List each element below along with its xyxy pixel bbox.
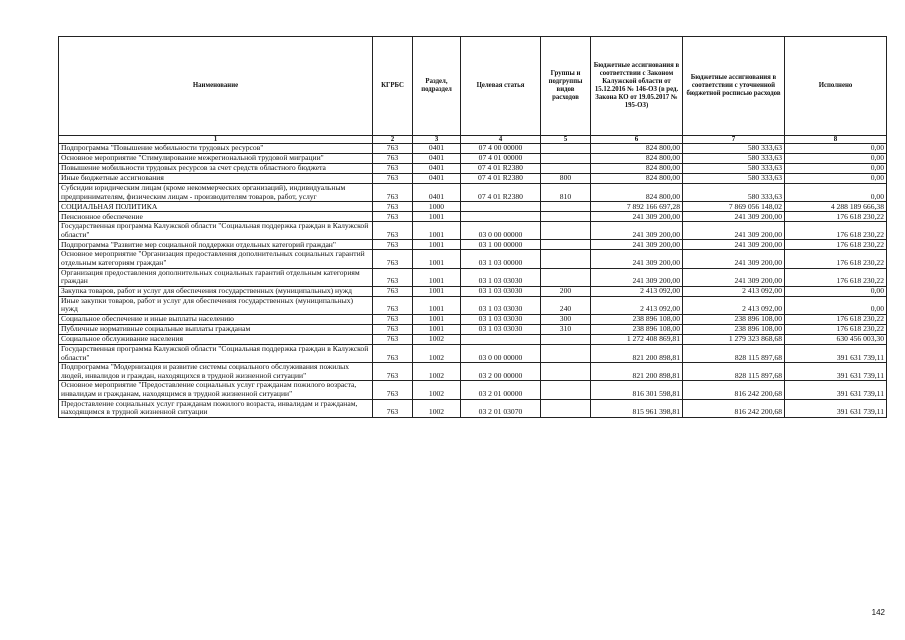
table-row bbox=[59, 344, 887, 362]
row-law-allocation-cell: 824 800,00 bbox=[591, 164, 683, 174]
header-kgrbs: КГРБС bbox=[373, 37, 413, 136]
table-row bbox=[59, 381, 887, 399]
row-executed-cell: 391 631 739,11 bbox=[785, 344, 887, 362]
table-row bbox=[59, 144, 887, 154]
row-executed-cell: 630 456 003,30 bbox=[785, 334, 887, 344]
row-name-cell: Основное мероприятие "Стимулирование межрегиональной трудовой миграции" bbox=[59, 154, 373, 164]
header-expense-type: Группы и подгруппы видов расходов bbox=[541, 37, 591, 136]
table-row bbox=[59, 399, 887, 417]
column-number: 8 bbox=[785, 136, 887, 144]
row-executed-cell: 391 631 739,11 bbox=[785, 399, 887, 417]
row-name-cell: Предоставление социальных услуг гражданам пожилого возраста, инвалидам и гражданам, находящимся в трудной жизненной ситуации bbox=[59, 399, 373, 417]
row-law-allocation-cell: 241 309 200,00 bbox=[591, 212, 683, 222]
row-target-cell: 07 4 01 00000 bbox=[461, 154, 541, 164]
row-name-cell: Иные бюджетные ассигнования bbox=[59, 174, 373, 184]
row-executed-cell: 4 288 189 666,38 bbox=[785, 202, 887, 212]
table-row bbox=[59, 154, 887, 164]
row-target-cell: 03 2 01 03070 bbox=[461, 399, 541, 417]
row-plan-allocation-cell: 238 896 108,00 bbox=[683, 324, 785, 334]
row-name-cell: Государственная программа Калужской области "Социальная поддержка граждан в Калужской области" bbox=[59, 344, 373, 362]
row-kgrbs-cell: 763 bbox=[373, 314, 413, 324]
row-law-allocation-cell: 821 200 898,81 bbox=[591, 344, 683, 362]
row-executed-cell: 391 631 739,11 bbox=[785, 381, 887, 399]
row-section-cell: 0401 bbox=[413, 184, 461, 202]
column-number: 4 bbox=[461, 136, 541, 144]
row-executed-cell: 176 618 230,22 bbox=[785, 324, 887, 334]
row-target-cell: 03 1 03 03030 bbox=[461, 286, 541, 296]
row-target-cell: 03 1 03 03030 bbox=[461, 324, 541, 334]
table-row bbox=[59, 240, 887, 250]
row-law-allocation-cell: 824 800,00 bbox=[591, 184, 683, 202]
table-row bbox=[59, 174, 887, 184]
row-executed-cell: 176 618 230,22 bbox=[785, 222, 887, 240]
table-row bbox=[59, 296, 887, 314]
row-expense-type-cell bbox=[541, 381, 591, 399]
row-kgrbs-cell: 763 bbox=[373, 250, 413, 268]
table-row bbox=[59, 164, 887, 174]
row-name-cell: Закупка товаров, работ и услуг для обеспечения государственных (муниципальных) нужд bbox=[59, 286, 373, 296]
row-name-cell: Подпрограмма "Повышение мобильности трудовых ресурсов" bbox=[59, 144, 373, 154]
row-expense-type-cell: 200 bbox=[541, 286, 591, 296]
row-target-cell: 03 1 03 00000 bbox=[461, 250, 541, 268]
header-target: Целевая статья bbox=[461, 37, 541, 136]
row-name-cell: Государственная программа Калужской области "Социальная поддержка граждан в Калужской области" bbox=[59, 222, 373, 240]
row-executed-cell: 176 618 230,22 bbox=[785, 240, 887, 250]
row-section-cell: 1002 bbox=[413, 334, 461, 344]
row-expense-type-cell: 800 bbox=[541, 174, 591, 184]
row-plan-allocation-cell: 238 896 108,00 bbox=[683, 314, 785, 324]
table-row bbox=[59, 212, 887, 222]
row-plan-allocation-cell: 1 279 323 868,68 bbox=[683, 334, 785, 344]
table-row bbox=[59, 363, 887, 381]
row-name-cell: Публичные нормативные социальные выплаты гражданам bbox=[59, 324, 373, 334]
row-law-allocation-cell: 238 896 108,00 bbox=[591, 324, 683, 334]
row-plan-allocation-cell: 828 115 897,68 bbox=[683, 363, 785, 381]
row-plan-allocation-cell: 241 309 200,00 bbox=[683, 212, 785, 222]
row-executed-cell: 176 618 230,22 bbox=[785, 268, 887, 286]
row-expense-type-cell bbox=[541, 334, 591, 344]
row-executed-cell: 0,00 bbox=[785, 174, 887, 184]
row-kgrbs-cell: 763 bbox=[373, 184, 413, 202]
row-section-cell: 1001 bbox=[413, 222, 461, 240]
page-number: 142 bbox=[871, 608, 885, 617]
row-expense-type-cell bbox=[541, 363, 591, 381]
row-plan-allocation-cell: 828 115 897,68 bbox=[683, 344, 785, 362]
row-law-allocation-cell: 815 961 398,81 bbox=[591, 399, 683, 417]
row-plan-allocation-cell: 2 413 092,00 bbox=[683, 286, 785, 296]
row-expense-type-cell bbox=[541, 154, 591, 164]
row-executed-cell: 176 618 230,22 bbox=[785, 212, 887, 222]
row-law-allocation-cell: 824 800,00 bbox=[591, 174, 683, 184]
row-expense-type-cell bbox=[541, 240, 591, 250]
row-kgrbs-cell: 763 bbox=[373, 202, 413, 212]
row-plan-allocation-cell: 241 309 200,00 bbox=[683, 250, 785, 268]
row-executed-cell: 0,00 bbox=[785, 286, 887, 296]
row-plan-allocation-cell: 241 309 200,00 bbox=[683, 240, 785, 250]
table-row bbox=[59, 286, 887, 296]
row-expense-type-cell bbox=[541, 399, 591, 417]
row-expense-type-cell: 240 bbox=[541, 296, 591, 314]
row-expense-type-cell: 810 bbox=[541, 184, 591, 202]
row-plan-allocation-cell: 7 869 056 148,02 bbox=[683, 202, 785, 212]
row-expense-type-cell bbox=[541, 222, 591, 240]
row-section-cell: 1002 bbox=[413, 344, 461, 362]
row-target-cell: 03 2 01 00000 bbox=[461, 381, 541, 399]
row-name-cell: Иные закупки товаров, работ и услуг для обеспечения государственных (муниципальных) нужд bbox=[59, 296, 373, 314]
row-section-cell: 1001 bbox=[413, 286, 461, 296]
table-row bbox=[59, 268, 887, 286]
table-row bbox=[59, 250, 887, 268]
row-executed-cell: 176 618 230,22 bbox=[785, 314, 887, 324]
row-kgrbs-cell: 763 bbox=[373, 268, 413, 286]
row-expense-type-cell: 300 bbox=[541, 314, 591, 324]
row-law-allocation-cell: 241 309 200,00 bbox=[591, 240, 683, 250]
row-target-cell: 03 0 00 00000 bbox=[461, 344, 541, 362]
table-row bbox=[59, 314, 887, 324]
row-section-cell: 1002 bbox=[413, 399, 461, 417]
row-law-allocation-cell: 821 200 898,81 bbox=[591, 363, 683, 381]
row-law-allocation-cell: 238 896 108,00 bbox=[591, 314, 683, 324]
row-section-cell: 1002 bbox=[413, 363, 461, 381]
row-expense-type-cell bbox=[541, 202, 591, 212]
row-name-cell: Подпрограмма "Модернизация и развитие системы социального обслуживания пожилых людей, инвалидов и граждан, находящихся в трудной жизненной ситуации" bbox=[59, 363, 373, 381]
row-law-allocation-cell: 241 309 200,00 bbox=[591, 222, 683, 240]
row-executed-cell: 0,00 bbox=[785, 164, 887, 174]
row-target-cell: 03 1 03 03030 bbox=[461, 296, 541, 314]
row-law-allocation-cell: 816 301 598,81 bbox=[591, 381, 683, 399]
row-target-cell: 03 0 00 00000 bbox=[461, 222, 541, 240]
header-row bbox=[59, 37, 887, 136]
row-target-cell: 07 4 01 R2380 bbox=[461, 184, 541, 202]
row-plan-allocation-cell: 580 333,63 bbox=[683, 144, 785, 154]
row-section-cell: 1002 bbox=[413, 381, 461, 399]
row-law-allocation-cell: 7 892 166 697,28 bbox=[591, 202, 683, 212]
row-target-cell: 03 1 03 03030 bbox=[461, 268, 541, 286]
row-plan-allocation-cell: 816 242 200,68 bbox=[683, 381, 785, 399]
row-executed-cell: 0,00 bbox=[785, 184, 887, 202]
row-target-cell bbox=[461, 212, 541, 222]
row-section-cell: 0401 bbox=[413, 164, 461, 174]
row-plan-allocation-cell: 816 242 200,68 bbox=[683, 399, 785, 417]
row-kgrbs-cell: 763 bbox=[373, 399, 413, 417]
row-kgrbs-cell: 763 bbox=[373, 363, 413, 381]
column-number: 5 bbox=[541, 136, 591, 144]
row-name-cell: Организация предоставления дополнительных социальных гарантий отдельным категориям граждан bbox=[59, 268, 373, 286]
row-executed-cell: 0,00 bbox=[785, 144, 887, 154]
row-expense-type-cell bbox=[541, 144, 591, 154]
row-plan-allocation-cell: 241 309 200,00 bbox=[683, 222, 785, 240]
table-row bbox=[59, 334, 887, 344]
row-plan-allocation-cell: 580 333,63 bbox=[683, 154, 785, 164]
column-number: 2 bbox=[373, 136, 413, 144]
row-section-cell: 1001 bbox=[413, 324, 461, 334]
row-plan-allocation-cell: 241 309 200,00 bbox=[683, 268, 785, 286]
header-section: Раздел, подраздел bbox=[413, 37, 461, 136]
row-kgrbs-cell: 763 bbox=[373, 296, 413, 314]
row-plan-allocation-cell: 580 333,63 bbox=[683, 164, 785, 174]
row-section-cell: 0401 bbox=[413, 154, 461, 164]
row-kgrbs-cell: 763 bbox=[373, 344, 413, 362]
row-target-cell: 03 1 00 00000 bbox=[461, 240, 541, 250]
row-kgrbs-cell: 763 bbox=[373, 222, 413, 240]
row-kgrbs-cell: 763 bbox=[373, 286, 413, 296]
row-section-cell: 1001 bbox=[413, 250, 461, 268]
row-target-cell: 07 4 01 R2380 bbox=[461, 164, 541, 174]
row-section-cell: 0401 bbox=[413, 174, 461, 184]
row-law-allocation-cell: 241 309 200,00 bbox=[591, 268, 683, 286]
column-number: 3 bbox=[413, 136, 461, 144]
row-plan-allocation-cell: 580 333,63 bbox=[683, 184, 785, 202]
row-executed-cell: 391 631 739,11 bbox=[785, 363, 887, 381]
row-target-cell bbox=[461, 334, 541, 344]
row-kgrbs-cell: 763 bbox=[373, 164, 413, 174]
row-kgrbs-cell: 763 bbox=[373, 334, 413, 344]
budget-table-sheet bbox=[58, 36, 886, 592]
row-name-cell: Пенсионное обеспечение bbox=[59, 212, 373, 222]
table-row bbox=[59, 184, 887, 202]
row-name-cell: Социальное обслуживание населения bbox=[59, 334, 373, 344]
row-section-cell: 1000 bbox=[413, 202, 461, 212]
row-section-cell: 1001 bbox=[413, 268, 461, 286]
row-name-cell: Подпрограмма "Развитие мер социальной поддержки отдельных категорий граждан" bbox=[59, 240, 373, 250]
row-expense-type-cell bbox=[541, 164, 591, 174]
row-name-cell: Основное мероприятие "Организация предоставления дополнительных социальных гарантий отдельным категориям граждан" bbox=[59, 250, 373, 268]
row-target-cell bbox=[461, 202, 541, 212]
header-law-allocation: Бюджетные ассигнования в соответствии с Законом Калужской области от 15.12.2016 № 146-ОЗ (в ред. Закона КО от 19.05.2017 № 195-ОЗ) bbox=[591, 37, 683, 136]
row-kgrbs-cell: 763 bbox=[373, 240, 413, 250]
row-executed-cell: 176 618 230,22 bbox=[785, 250, 887, 268]
row-target-cell: 03 1 03 03030 bbox=[461, 314, 541, 324]
row-section-cell: 1001 bbox=[413, 240, 461, 250]
row-kgrbs-cell: 763 bbox=[373, 381, 413, 399]
row-target-cell: 07 4 00 00000 bbox=[461, 144, 541, 154]
header-name: Наименование bbox=[59, 37, 373, 136]
column-number: 7 bbox=[683, 136, 785, 144]
header-executed: Исполнено bbox=[785, 37, 887, 136]
table-body bbox=[59, 144, 887, 418]
row-law-allocation-cell: 241 309 200,00 bbox=[591, 250, 683, 268]
row-law-allocation-cell: 2 413 092,00 bbox=[591, 296, 683, 314]
row-law-allocation-cell: 1 272 408 869,81 bbox=[591, 334, 683, 344]
row-name-cell: СОЦИАЛЬНАЯ ПОЛИТИКА bbox=[59, 202, 373, 212]
row-expense-type-cell bbox=[541, 250, 591, 268]
row-name-cell: Основное мероприятие "Предоставление социальных услуг гражданам пожилого возраста, инвалидам и гражданам, находящимся в трудной жизненной ситуации" bbox=[59, 381, 373, 399]
table-row bbox=[59, 222, 887, 240]
row-law-allocation-cell: 824 800,00 bbox=[591, 154, 683, 164]
row-kgrbs-cell: 763 bbox=[373, 174, 413, 184]
row-name-cell: Субсидии юридическим лицам (кроме некоммерческих организаций), индивидуальным предпринимателям, физическим лицам - производителям товаров, работ, услуг bbox=[59, 184, 373, 202]
table-row bbox=[59, 202, 887, 212]
row-plan-allocation-cell: 2 413 092,00 bbox=[683, 296, 785, 314]
row-target-cell: 03 2 00 00000 bbox=[461, 363, 541, 381]
row-kgrbs-cell: 763 bbox=[373, 144, 413, 154]
row-name-cell: Социальное обеспечение и иные выплаты населению bbox=[59, 314, 373, 324]
row-law-allocation-cell: 2 413 092,00 bbox=[591, 286, 683, 296]
row-expense-type-cell: 310 bbox=[541, 324, 591, 334]
row-kgrbs-cell: 763 bbox=[373, 154, 413, 164]
row-executed-cell: 0,00 bbox=[785, 296, 887, 314]
row-section-cell: 0401 bbox=[413, 144, 461, 154]
row-expense-type-cell bbox=[541, 268, 591, 286]
row-section-cell: 1001 bbox=[413, 314, 461, 324]
row-law-allocation-cell: 824 800,00 bbox=[591, 144, 683, 154]
table-row bbox=[59, 324, 887, 334]
row-section-cell: 1001 bbox=[413, 212, 461, 222]
row-name-cell: Повышение мобильности трудовых ресурсов за счет средств областного бюджета bbox=[59, 164, 373, 174]
header-plan-allocation: Бюджетные ассигнования в соответствии с уточненной бюджетной росписью расходов bbox=[683, 37, 785, 136]
row-expense-type-cell bbox=[541, 344, 591, 362]
column-number: 1 bbox=[59, 136, 373, 144]
row-target-cell: 07 4 01 R2380 bbox=[461, 174, 541, 184]
row-plan-allocation-cell: 580 333,63 bbox=[683, 174, 785, 184]
row-kgrbs-cell: 763 bbox=[373, 212, 413, 222]
row-section-cell: 1001 bbox=[413, 296, 461, 314]
column-number-row bbox=[59, 136, 887, 144]
row-executed-cell: 0,00 bbox=[785, 154, 887, 164]
budget-table bbox=[58, 36, 887, 418]
row-kgrbs-cell: 763 bbox=[373, 324, 413, 334]
column-number: 6 bbox=[591, 136, 683, 144]
row-expense-type-cell bbox=[541, 212, 591, 222]
